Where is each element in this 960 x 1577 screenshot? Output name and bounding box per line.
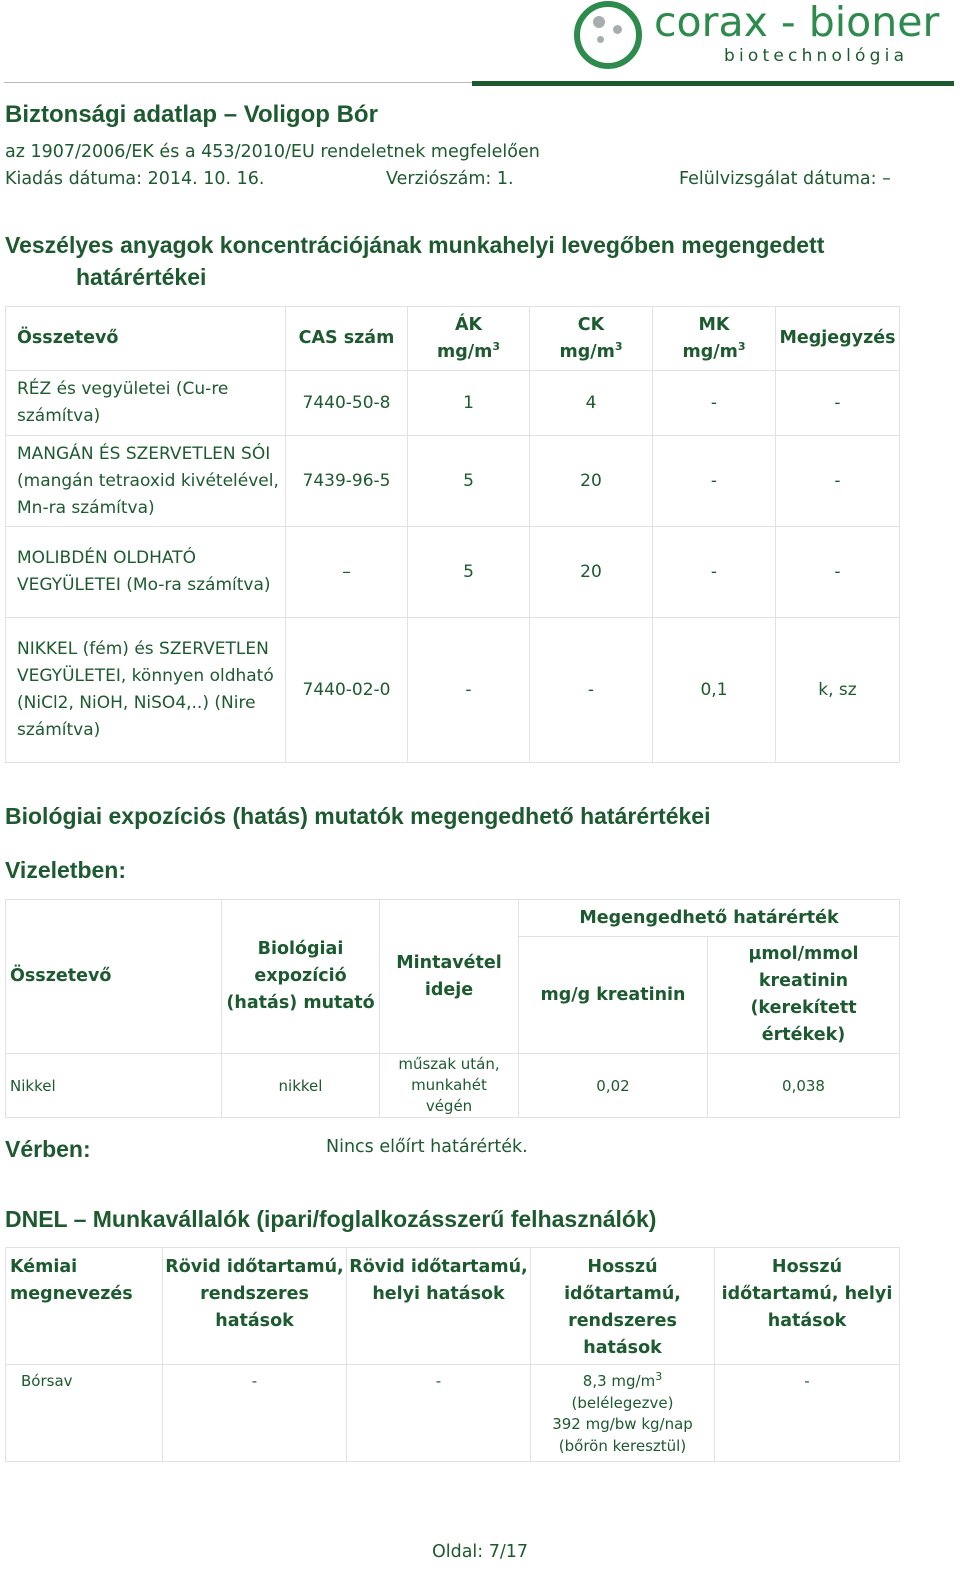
cell-component: RÉZ és vegyületei (Cu-re számítva) (6, 371, 286, 436)
header-sampling-time: Mintavétel ideje (380, 900, 519, 1054)
biological-limits-table (5, 899, 900, 1118)
cell-short-local: - (347, 1365, 531, 1462)
cell-mk: - (653, 527, 776, 618)
section-title-dnel: DNEL – Munkavállalók (ipari/foglalkozásszerű felhasználók) (5, 1206, 657, 1232)
exposure-limits-table (5, 306, 900, 763)
header-divider (4, 82, 472, 83)
issue-date: Kiadás dátuma: 2014. 10. 16. (5, 169, 265, 189)
header-umol-per-mmol: µmol/mmol kreatinin (kerekített értékek) (708, 937, 900, 1054)
cell-indicator: nikkel (222, 1054, 380, 1118)
header-long-systemic: Hosszú időtartamú, rendszeres hatások (531, 1248, 715, 1365)
cell-mk: 0,1 (653, 618, 776, 763)
cell-note: - (776, 527, 900, 618)
cell-long-local: - (715, 1365, 900, 1462)
cell-chemical-name: Bórsav (6, 1365, 163, 1462)
table-header-row (6, 900, 900, 937)
urine-label: Vizeletben: (5, 857, 126, 883)
logo-dot (593, 16, 605, 28)
header-short-local: Rövid időtartamú, helyi hatások (347, 1248, 531, 1365)
cell-ak: 5 (408, 436, 530, 527)
cell-sampling-time: műszak után, munkahét végén (380, 1054, 519, 1118)
section-title-exposure-limits: Veszélyes anyagok koncentrációjának munkahelyi levegőben megengedett (5, 232, 825, 258)
logo-name: corax - bioner (654, 0, 940, 46)
cell-note: k, sz (776, 618, 900, 763)
cell-mg-per-g: 0,02 (519, 1054, 708, 1118)
blood-value: Nincs előírt határérték. (326, 1137, 528, 1157)
section-title-biological-limits: Biológiai expozíciós (hatás) mutatók megengedhető határértékei (5, 803, 711, 829)
table-header-row (6, 1248, 900, 1365)
cell-mk: - (653, 371, 776, 436)
header-divider-accent (472, 81, 954, 86)
logo-subtitle: biotechnológia (724, 46, 909, 66)
cell-ck: 4 (530, 371, 653, 436)
header-component: Összetevő (6, 900, 222, 1054)
page-number: Oldal: 7/17 (431, 1542, 529, 1562)
header-long-local: Hosszú időtartamú, helyi hatások (715, 1248, 900, 1365)
table-row (6, 618, 900, 763)
cell-cas: 7440-50-8 (286, 371, 408, 436)
cell-long-systemic: 8,3 $mg/m^3$ (belélegezve) 392 mg/bw kg/nap (bőrön keresztül) (531, 1365, 715, 1462)
table-row (6, 1054, 900, 1118)
cell-mk: - (653, 436, 776, 527)
logo-dot (597, 36, 604, 43)
version-number: Verziószám: 1. (386, 169, 514, 189)
regulation-text: az 1907/2006/EK és a 453/2010/EU rendeletnek megfelelően (5, 142, 540, 162)
header-component: Összetevő (6, 307, 286, 371)
table-header-row (6, 307, 900, 371)
header-indicator: Biológiai expozíció (hatás) mutató (222, 900, 380, 1054)
logo-circle-icon (574, 1, 642, 69)
blood-label: Vérben: (5, 1136, 91, 1162)
header-mk: MK $mg/m^3$ (653, 307, 776, 371)
header-note: Megjegyzés (776, 307, 900, 371)
section-title-exposure-limits-cont: határértékei (76, 264, 207, 290)
cell-cas: 7440-02-0 (286, 618, 408, 763)
cell-ck: - (530, 618, 653, 763)
cell-ak: 5 (408, 527, 530, 618)
header-ck: CK $mg/m^3$ (530, 307, 653, 371)
cell-note: - (776, 436, 900, 527)
logo-dot (613, 25, 622, 34)
header-short-systemic: Rövid időtartamú, rendszeres hatások (163, 1248, 347, 1365)
header-cas: CAS szám (286, 307, 408, 371)
cell-component: Nikkel (6, 1054, 222, 1118)
header-limit-group: Megengedhető határérték (519, 900, 900, 937)
cell-cas: 7439-96-5 (286, 436, 408, 527)
table-row (6, 527, 900, 618)
cell-component: NIKKEL (fém) és SZERVETLEN VEGYÜLETEI, könnyen oldható (NiCl2, NiOH, NiSO4,..) (Nire számítva) (6, 618, 286, 763)
cell-ak: - (408, 618, 530, 763)
table-row (6, 371, 900, 436)
cell-short-systemic: - (163, 1365, 347, 1462)
header-ak: ÁK $mg/m^3$ (408, 307, 530, 371)
table-row (6, 436, 900, 527)
cell-cas: – (286, 527, 408, 618)
header-chemical-name: Kémiai megnevezés (6, 1248, 163, 1365)
review-date: Felülvizsgálat dátuma: – (679, 169, 891, 189)
document-title: Biztonsági adatlap – Voligop Bór (5, 101, 378, 128)
cell-umol-per-mmol: 0,038 (708, 1054, 900, 1118)
cell-ak: 1 (408, 371, 530, 436)
table-row (6, 1365, 900, 1462)
cell-ck: 20 (530, 436, 653, 527)
cell-note: - (776, 371, 900, 436)
dnel-table (5, 1247, 900, 1462)
header-mg-per-g: mg/g kreatinin (519, 937, 708, 1054)
cell-component: MOLIBDÉN OLDHATÓ VEGYÜLETEI (Mo-ra számítva) (6, 527, 286, 618)
cell-component: MANGÁN ÉS SZERVETLEN SÓI (mangán tetraoxid kivételével, Mn-ra számítva) (6, 436, 286, 527)
cell-ck: 20 (530, 527, 653, 618)
